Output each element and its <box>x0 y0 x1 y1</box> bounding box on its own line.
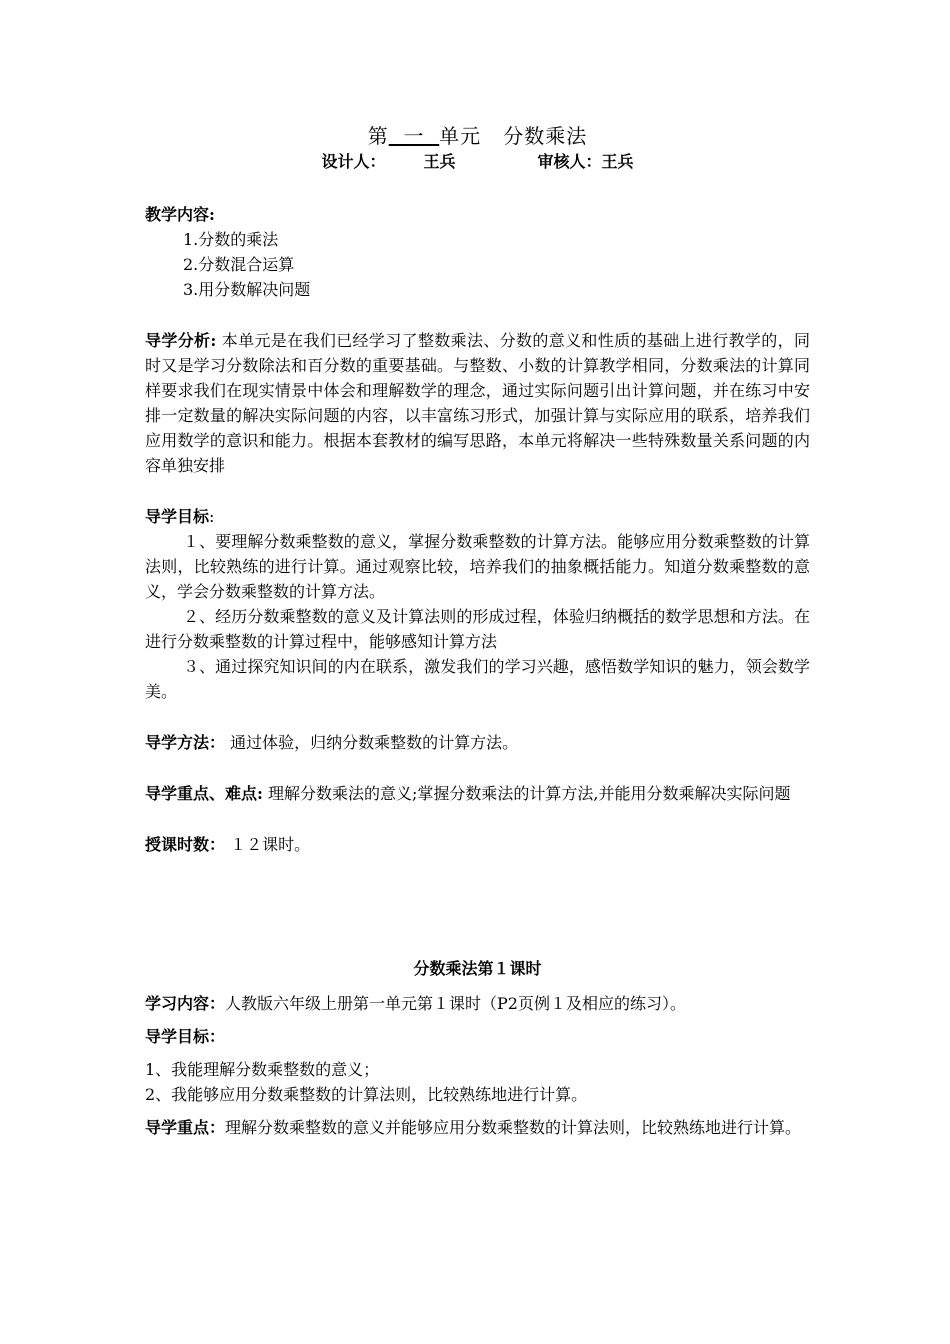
goal-item-3: ３、通过探究知识间的内在联系，激发我们的学习兴趣，感悟数学知识的魅力，领会数学美。 <box>145 657 810 701</box>
lesson-title: 分数乘法第１课时 <box>413 959 542 978</box>
method-label: 导学方法： <box>145 733 226 752</box>
hours-text: １２课时。 <box>230 835 311 854</box>
document-body <box>145 122 810 1144</box>
goals-colon: : <box>209 507 215 526</box>
reviewer-label: 审核人： <box>537 152 602 171</box>
teaching-content-label: 教学内容: <box>145 205 215 224</box>
designer-name: 王兵 <box>423 152 456 171</box>
lesson-goals-label: 导学目标： <box>145 1027 226 1046</box>
byline <box>145 150 810 174</box>
analysis-paragraph <box>145 328 810 478</box>
goals-heading <box>145 504 810 529</box>
method-paragraph <box>145 730 810 755</box>
reviewer-name: 王兵 <box>601 152 634 171</box>
goals-label: 导学目标 <box>145 507 210 526</box>
lesson-content <box>145 987 810 1020</box>
hours-paragraph <box>145 832 810 857</box>
lesson-content-text: 人教版六年级上册第一单元第１课时（P2页例１及相应的练习）。 <box>225 994 686 1013</box>
keypoints-text: 理解分数乘法的意义;掌握分数乘法的计算方法,并能用分数乘解决实际问题 <box>268 784 791 803</box>
lesson-goal-2: 2、我能够应用分数乘整数的计算法则，比较熟练地进行计算。 <box>145 1085 588 1104</box>
method-text: 通过体验，归纳分数乘整数的计算方法。 <box>230 733 519 752</box>
content-item-2: 2.分数混合运算 <box>183 255 295 274</box>
goal-item-1: １、要理解分数乘整数的意义，掌握分数乘整数的计算方法。能够应用分数乘整数的计算法则，比较熟练的进行计算。通过观察比较，培养我们的抽象概括能力。知道分数乘整数的意义，学会分数乘整数的计算方法。 <box>145 532 810 601</box>
hours-label: 授课时数： <box>145 835 226 854</box>
content-item-3: 3.用分数解决问题 <box>183 280 311 299</box>
goal-item-2: ２、经历分数乘整数的意义及计算法则的形成过程，体验归纳概括的数学思想和方法。在进行分数乘整数的计算过程中，能够感知计算方法 <box>145 607 810 651</box>
title-prefix: 第 <box>367 124 389 148</box>
keypoints-label: 导学重点、难点: <box>145 784 263 803</box>
content-item-1: 1.分数的乘法 <box>183 230 279 249</box>
lesson-key-label: 导学重点： <box>145 1118 226 1137</box>
designer-label: 设计人： <box>321 152 386 171</box>
lesson-content-label: 学习内容： <box>145 994 226 1013</box>
title-suffix: 单元 <box>439 124 482 148</box>
lesson-goal-1: 1、我能理解分数乘整数的意义； <box>145 1060 380 1079</box>
analysis-label: 导学分析: <box>145 331 217 350</box>
lesson-key-text: 理解分数乘整数的意义并能够应用分数乘整数的计算法则，比较熟练地进行计算。 <box>225 1118 802 1137</box>
unit-number <box>389 124 439 148</box>
unit-topic: 分数乘法 <box>503 124 588 148</box>
keypoints-paragraph <box>145 781 810 806</box>
analysis-text: 本单元是在我们已经学习了整数乘法、分数的意义和性质的基础上进行教学的，同时又是学习分数除法和百分数的重要基础。与整数、小数的计算教学相同，分数乘法的计算同样要求我们在现实情景中体会和理解数学的理念，通过实际问题引出计算问题，并在练习中安排一定数量的解决实际问题的内容，以丰富练习形式，加强计算与实际应用的联系，培养我们应用数学的意识和能力。根据本套教材的编写思路，本单元将解决一些特殊数量关系问题的内容单独安排 <box>145 331 810 475</box>
unit-title <box>145 122 810 150</box>
lesson-key <box>145 1111 810 1144</box>
unit-number-text: 一 <box>403 124 425 148</box>
